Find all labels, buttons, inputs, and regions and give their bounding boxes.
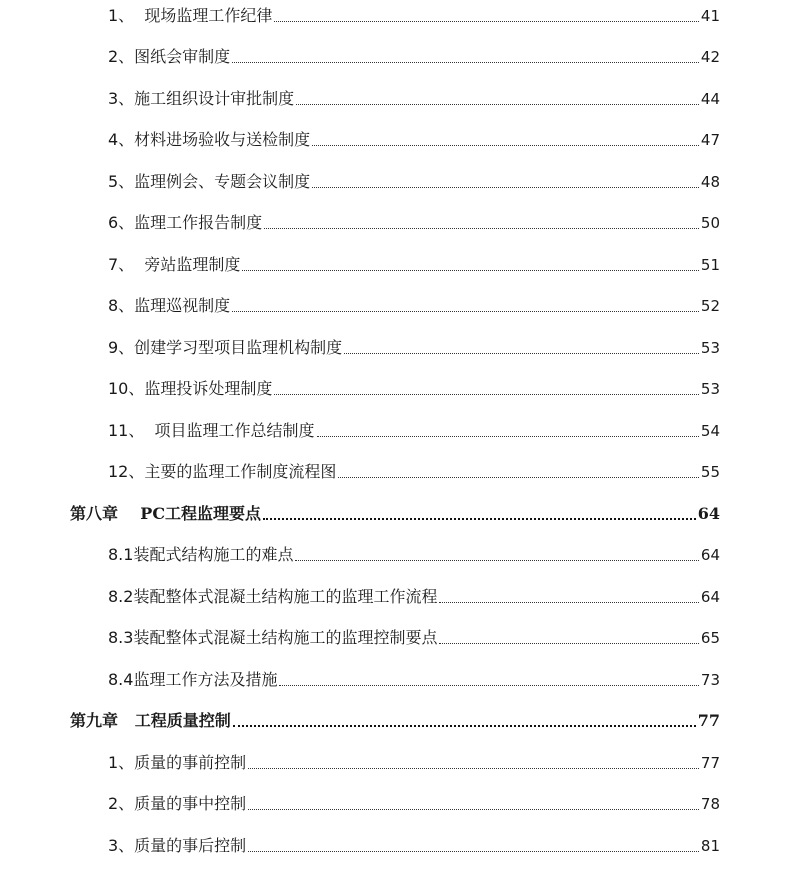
toc-entry[interactable] [108,456,720,482]
toc-page-number: 81 [700,837,720,855]
toc-entry[interactable] [108,83,720,109]
toc-entry-title: 10、监理投诉处理制度 [108,379,273,398]
dot-leader [263,517,696,520]
toc-entry[interactable] [108,581,720,607]
dot-leader [279,684,698,686]
toc-page-number: 52 [700,297,720,315]
toc-entry[interactable] [108,788,720,814]
dot-leader [264,227,699,229]
toc-entry-title: 2、图纸会审制度 [108,47,231,66]
toc-entry-title: 8.4监理工作方法及措施 [108,670,278,689]
toc-entry-title: 7、 旁站监理制度 [108,255,241,274]
toc-entry[interactable] [108,290,720,316]
toc-page-number: 53 [700,380,720,398]
toc-page-number: 54 [700,422,720,440]
toc-entry[interactable] [108,0,720,26]
toc-entry[interactable] [108,373,720,399]
toc-entry[interactable] [108,41,720,67]
toc-entry[interactable] [108,332,720,358]
dot-leader [312,144,699,146]
toc-page-number: 53 [700,339,720,357]
toc-entry[interactable] [108,166,720,192]
dot-leader [296,103,699,105]
toc-page-number: 73 [700,671,720,689]
toc-entry-title: 5、监理例会、专题会议制度 [108,172,311,191]
toc-chapter-title: 第八章 PC工程监理要点 [70,504,262,523]
toc-entry-title: 8.3装配整体式混凝土结构施工的监理控制要点 [108,628,438,647]
toc-page-number: 78 [700,795,720,813]
toc-entry[interactable] [108,249,720,275]
toc-page-number: 55 [700,463,720,481]
toc-entry-title: 2、质量的事中控制 [108,794,247,813]
toc-entry-title: 3、施工组织设计审批制度 [108,89,295,108]
toc-chapter-heading[interactable] [70,498,720,524]
toc-page-number: 51 [700,256,720,274]
dot-leader [232,61,699,63]
toc-entry[interactable] [108,664,720,690]
dot-leader [295,559,698,561]
toc-page-number: 50 [700,214,720,232]
toc-page-number: 48 [700,173,720,191]
toc-entry-title: 8.2装配整体式混凝土结构施工的监理工作流程 [108,587,438,606]
toc-entry[interactable] [108,830,720,856]
dot-leader [232,310,699,312]
toc-entry[interactable] [108,539,720,565]
dot-leader [439,642,698,644]
toc-chapter-title: 第九章 工程质量控制 [70,711,231,730]
toc-entry-title: 8、监理巡视制度 [108,296,231,315]
toc-entry-title: 3、质量的事后控制 [108,836,247,855]
dot-leader [248,850,699,852]
toc-page-number: 42 [700,48,720,66]
toc-page-number: 44 [700,90,720,108]
toc-page-number: 64 [697,504,720,523]
toc-page-number: 77 [700,754,720,772]
toc-entry-title: 1、 现场监理工作纪律 [108,6,273,25]
toc-entry[interactable] [108,124,720,150]
toc-entry-title: 12、主要的监理工作制度流程图 [108,462,337,481]
dot-leader [274,20,699,22]
toc-entry[interactable] [108,415,720,441]
toc-entry-title: 6、监理工作报告制度 [108,213,263,232]
toc-chapter-heading[interactable] [70,705,720,731]
dot-leader [248,808,699,810]
toc-entry[interactable] [108,622,720,648]
dot-leader [439,601,698,603]
dot-leader [344,352,699,354]
toc-entry-title: 8.1装配式结构施工的难点 [108,545,294,564]
toc-page-number: 64 [700,546,720,564]
toc-page-number: 64 [700,588,720,606]
dot-leader [312,186,699,188]
toc-entry[interactable] [108,747,720,773]
toc-page-number: 41 [700,7,720,25]
toc-page-number: 77 [697,711,720,730]
dot-leader [338,476,699,478]
dot-leader [317,435,699,437]
dot-leader [242,269,699,271]
dot-leader [233,724,696,727]
toc-entry[interactable] [108,207,720,233]
toc-entry-title: 9、创建学习型项目监理机构制度 [108,338,343,357]
dot-leader [248,767,699,769]
toc-entry-title: 4、材料进场验收与送检制度 [108,130,311,149]
toc-entry-title: 11、 项目监理工作总结制度 [108,421,315,440]
toc-page-number: 65 [700,629,720,647]
toc-entry-title: 1、质量的事前控制 [108,753,247,772]
dot-leader [274,393,699,395]
toc-page-number: 47 [700,131,720,149]
